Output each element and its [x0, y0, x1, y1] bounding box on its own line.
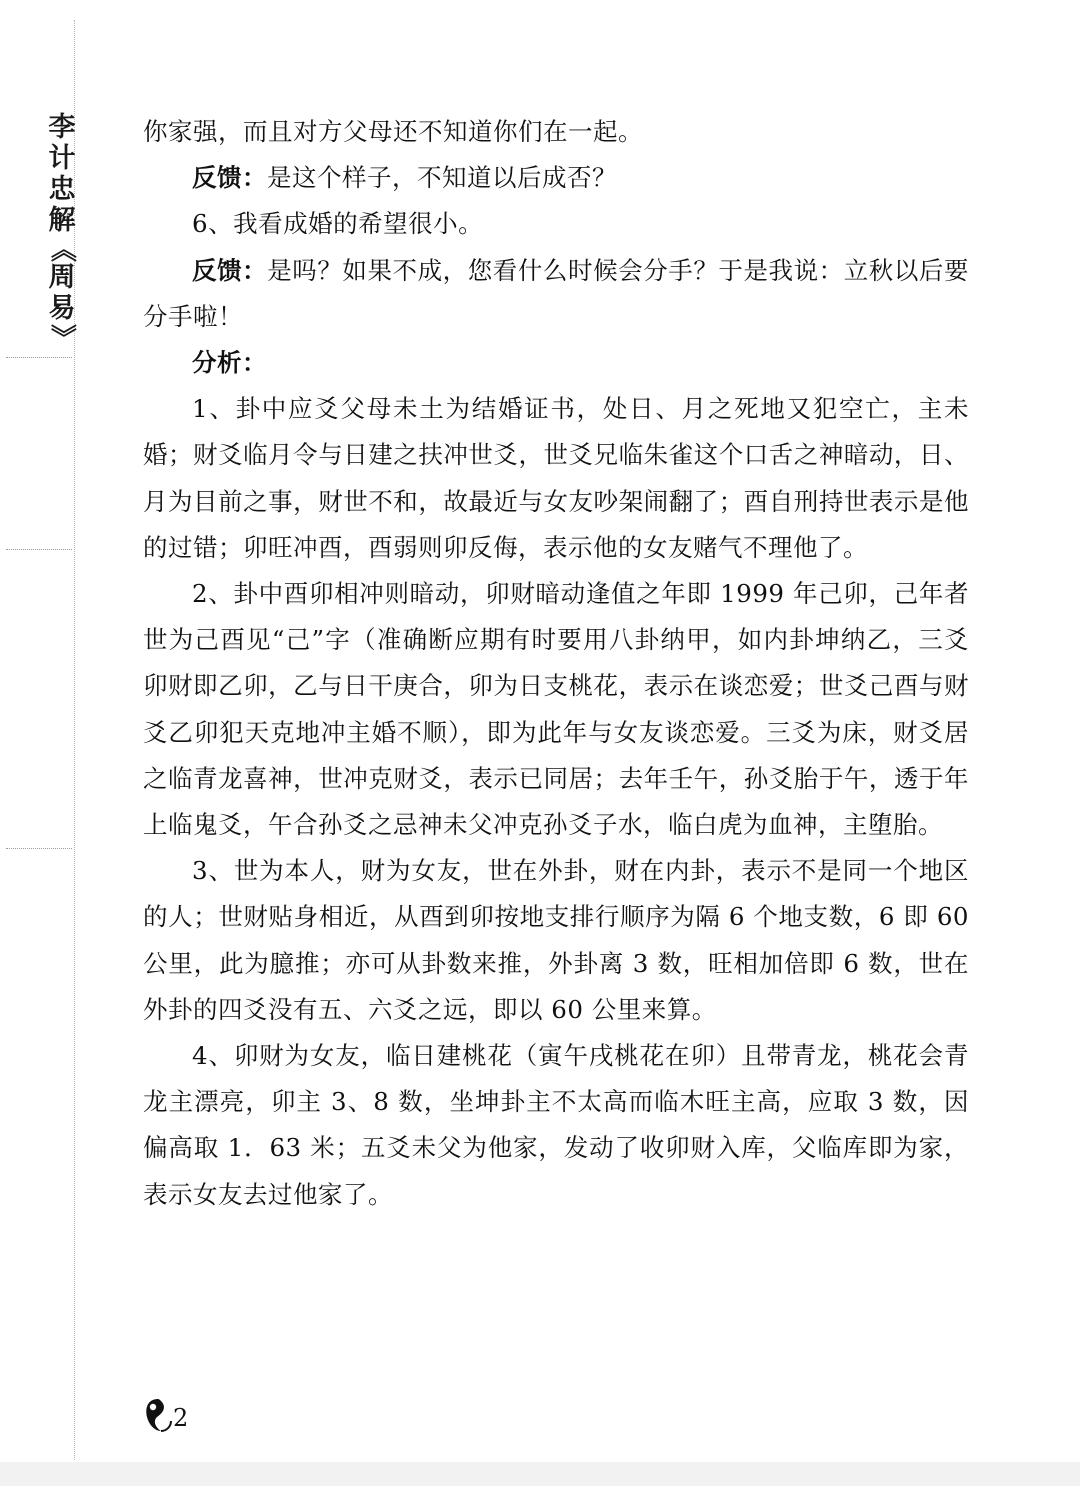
title-char: 易: [48, 293, 76, 324]
analysis-point: [143, 1033, 969, 1218]
paragraph: [143, 109, 969, 155]
title-char: 忠: [48, 174, 76, 205]
paragraph-text: 3、世为本人，财为女友，世在外卦，财在内卦，表示不是同一个地区的人；世财贴身相近，从酉到卯按地支排行顺序为隔 6 个地支数，6 即 60 公里，此为臆推；亦可从卦数来推，外卦离 3 数，旺相加倍即 6 数，世在外卦的四爻没有五、六爻之远，即以 60 公里来算。: [143, 856, 969, 1024]
feedback-paragraph: [143, 248, 969, 340]
analysis-heading: [143, 340, 969, 386]
paragraph-text: 4、卯财为女友，临日建桃花（寅午戌桃花在卯）且带青龙，桃花会青龙主漂亮，卯主 3、8 数，坐坤卦主不太高而临木旺主高，应取 3 数，因偏高取 1．63 米；五爻未父为他家，发动了收卯财入库，父临库即为家，表示女友去过他家了。: [143, 1041, 969, 1209]
margin-rule: [6, 848, 72, 849]
paragraph-text: 是这个样子，不知道以后成否？: [267, 163, 617, 193]
analysis-label: 分析：: [192, 348, 267, 378]
paragraph-text: 是吗？如果不成，您看什么时候会分手？于是我说：立秋以后要分手啦！: [143, 255, 970, 331]
margin-rule: [6, 549, 72, 550]
title-char: 李: [48, 112, 76, 143]
margin-rule: [6, 357, 72, 358]
body-text: [143, 109, 969, 1218]
analysis-point: [143, 571, 969, 848]
feedback-label: 反馈：: [192, 255, 268, 285]
page-footer: [143, 1395, 188, 1435]
title-char: 》: [47, 323, 77, 350]
analysis-point: [143, 848, 969, 1033]
scan-bottom-band: [0, 1462, 1080, 1486]
paragraph-text: 你家强，而且对方父母还不知道你们在一起。: [143, 117, 643, 146]
page-number: 2: [173, 1404, 189, 1432]
running-book-title: [44, 112, 80, 350]
title-char: 周: [48, 262, 76, 293]
paragraph-text: 1、卦中应爻父母未土为结婚证书，处日、月之死地又犯空亡，主未婚；财爻临月令与日建之扶冲世爻，世爻兄临朱雀这个口舌之神暗动，日、月为目前之事，财世不和，故最近与女友吵架闹翻了；酉自刑持世表示是他的过错；卯旺冲酉，酉弱则卯反侮，表示他的女友赌气不理他了。: [143, 394, 969, 562]
feedback-paragraph: [143, 155, 969, 201]
paragraph-text: 2、卦中酉卯相冲则暗动，卯财暗动逢值之年即 1999 年己卯，己年者世为己酉见“己”字（准确断应期有时要用八卦纳甲，如内卦坤纳乙，三爻卯财即乙卯，乙与日干庚合，卯为日支桃花，表示在谈恋爱；世爻己酉与财爻乙卯犯天克地冲主婚不顺），即为此年与女友谈恋爱。三爻为床，财爻居之临青龙喜神，世冲克财爻，表示已同居；去年壬午，孙爻胎于午，透于年上临鬼爻，午合孙爻之忌神未父冲克孙爻子水，临白虎为血神，主堕胎。: [143, 579, 969, 840]
title-char: 解: [48, 205, 76, 236]
paragraph: [143, 201, 969, 247]
analysis-point: [143, 386, 969, 571]
yin-yang-icon: [143, 1397, 173, 1433]
feedback-label: 反馈：: [192, 163, 267, 193]
title-char: 计: [48, 143, 76, 174]
paragraph-text: 6、我看成婚的希望很小。: [192, 209, 484, 239]
title-char: 《: [47, 235, 77, 262]
